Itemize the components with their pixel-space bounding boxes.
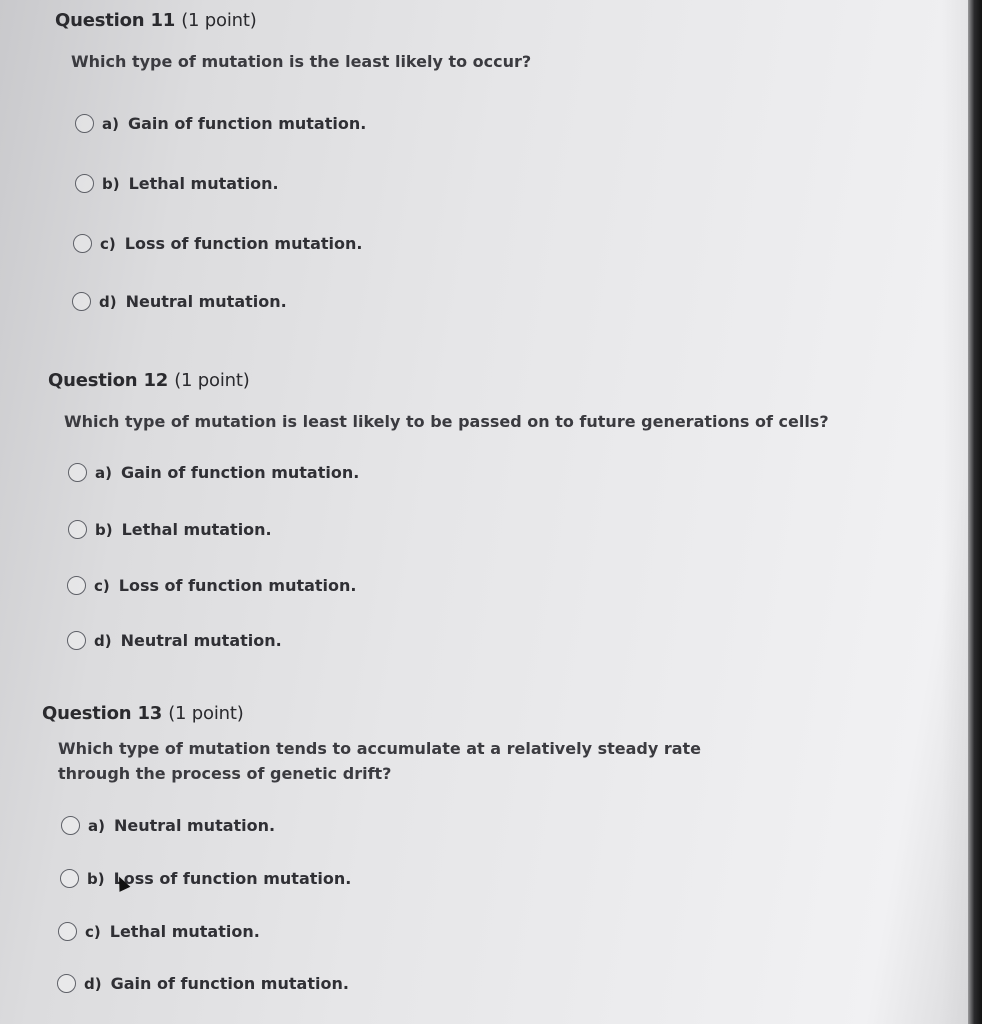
option-letter: d) — [84, 974, 102, 993]
option-text: Gain of function mutation. — [110, 974, 349, 993]
q11-option-a[interactable] — [75, 114, 366, 133]
option-text: Loss of function mutation. — [124, 234, 363, 253]
radio-button[interactable] — [61, 816, 80, 835]
monitor-bezel — [968, 0, 982, 1024]
option-text: Lethal mutation. — [121, 520, 272, 539]
option-text: Lethal mutation. — [128, 174, 279, 193]
q11-option-b[interactable] — [75, 174, 279, 193]
question-title — [42, 703, 762, 724]
radio-button[interactable] — [67, 631, 86, 650]
radio-button[interactable] — [57, 974, 76, 993]
option-letter: c) — [85, 922, 101, 941]
option-letter: a) — [88, 816, 105, 835]
q12-option-c[interactable] — [67, 576, 357, 595]
q13-option-b[interactable] — [60, 869, 351, 888]
option-text: Lethal mutation. — [109, 922, 260, 941]
option-letter: a) — [95, 463, 112, 482]
option-text: Neutral mutation. — [113, 816, 276, 835]
option-text: Neutral mutation. — [120, 631, 282, 650]
option-text: Gain of function mutation. — [120, 463, 360, 482]
question-points: (1 point) — [181, 10, 257, 31]
option-text: Gain of function mutation. — [127, 114, 367, 133]
question-number: Question 13 — [42, 703, 163, 724]
option-letter: b) — [87, 869, 105, 888]
option-letter: d) — [94, 631, 112, 650]
radio-button[interactable] — [68, 520, 87, 539]
option-letter: b) — [95, 520, 113, 539]
radio-button[interactable] — [75, 114, 94, 133]
q12-option-a[interactable] — [68, 463, 359, 482]
option-letter: b) — [102, 174, 120, 193]
radio-button[interactable] — [58, 922, 77, 941]
question-text: Which type of mutation is the least likely to occur? — [71, 52, 532, 71]
option-text: Loss of function mutation. — [118, 576, 357, 595]
question-11 — [55, 10, 815, 75]
q13-option-a[interactable] — [61, 816, 275, 835]
question-points: (1 point) — [174, 370, 250, 391]
option-text: Loss of function mutation. — [113, 869, 352, 888]
radio-button[interactable] — [73, 234, 92, 253]
q13-option-c[interactable] — [58, 922, 260, 941]
option-letter: d) — [99, 292, 117, 311]
radio-button[interactable] — [68, 463, 87, 482]
radio-button[interactable] — [60, 869, 79, 888]
question-text: Which type of mutation tends to accumulate at a relatively steady rate through the process of genetic drift? — [58, 739, 702, 783]
radio-button[interactable] — [67, 576, 86, 595]
question-title — [48, 370, 848, 391]
question-number: Question 11 — [55, 10, 176, 31]
q12-option-b[interactable] — [68, 520, 272, 539]
q13-option-d[interactable] — [57, 974, 349, 993]
radio-button[interactable] — [75, 174, 94, 193]
q12-option-d[interactable] — [67, 631, 282, 650]
question-title — [55, 10, 815, 31]
question-12 — [48, 370, 848, 435]
question-number: Question 12 — [48, 370, 169, 391]
option-letter: a) — [102, 114, 119, 133]
q11-option-c[interactable] — [73, 234, 363, 253]
q11-option-d[interactable] — [72, 292, 287, 311]
option-letter: c) — [94, 576, 110, 595]
radio-button[interactable] — [72, 292, 91, 311]
question-points: (1 point) — [168, 703, 244, 724]
option-letter: c) — [100, 234, 116, 253]
question-13 — [42, 703, 762, 786]
question-text: Which type of mutation is least likely to be passed on to future generations of cells? — [64, 412, 829, 431]
option-text: Neutral mutation. — [125, 292, 287, 311]
